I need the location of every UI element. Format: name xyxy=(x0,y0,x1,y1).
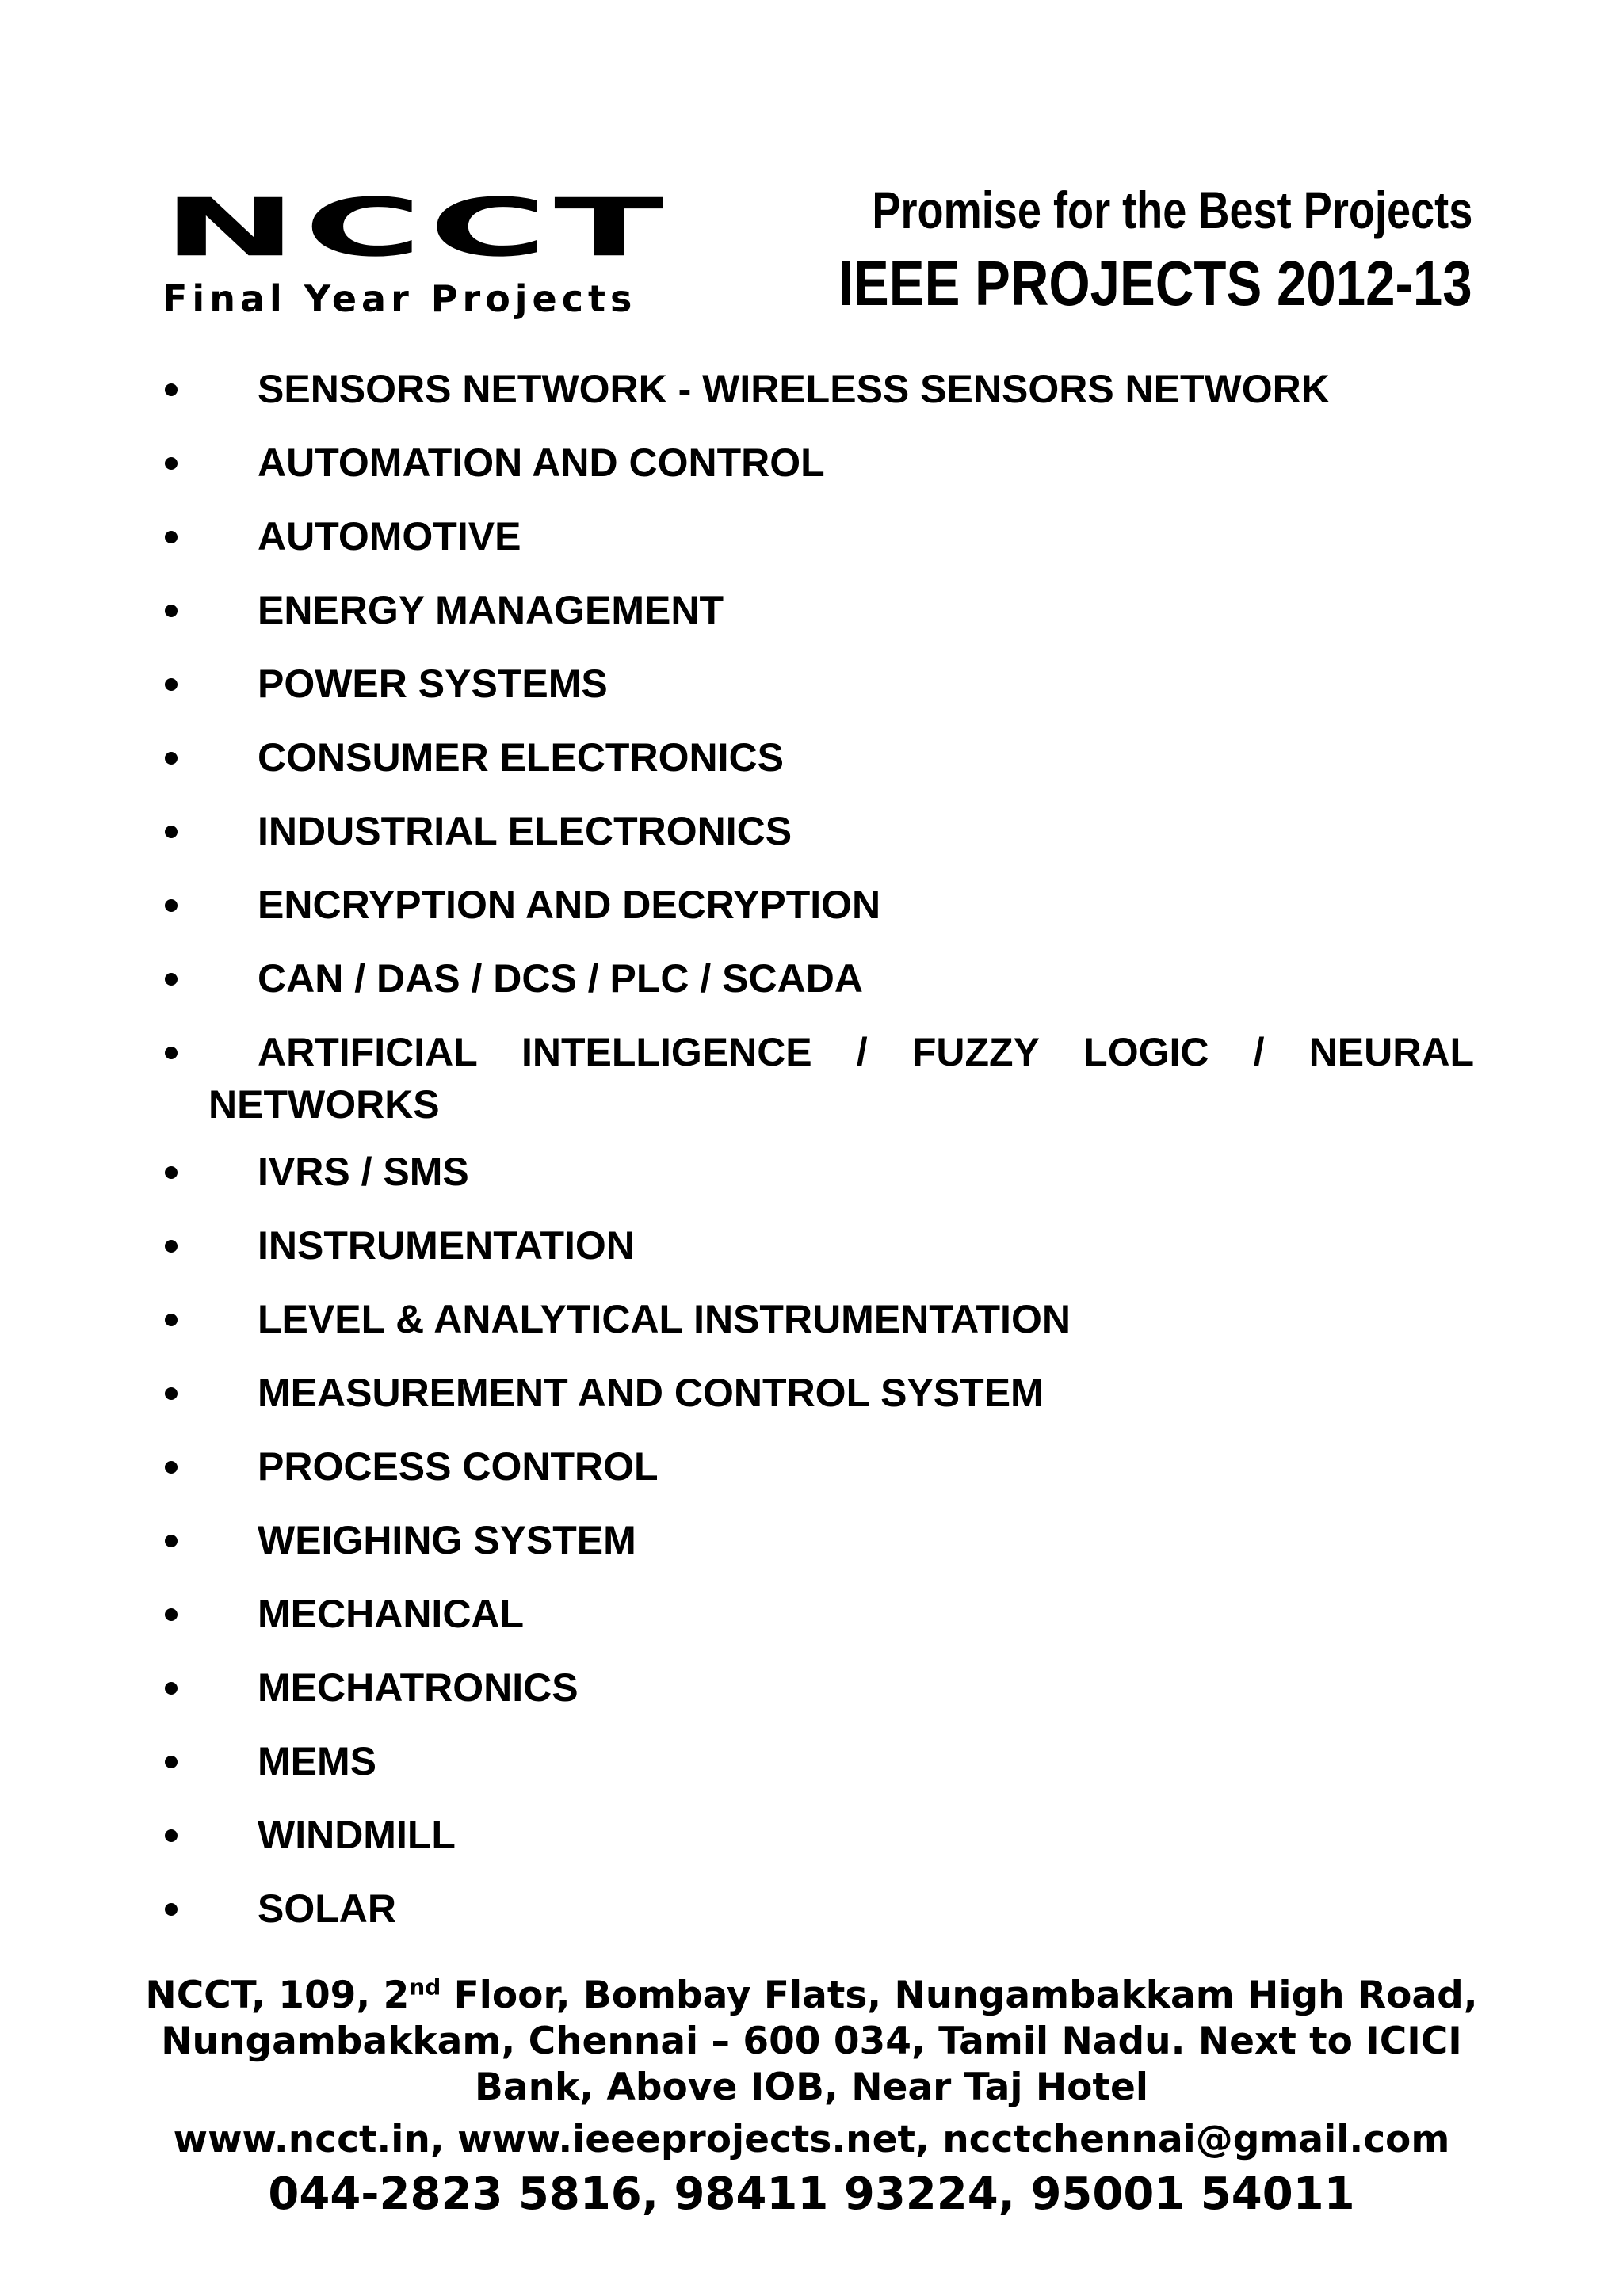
list-item xyxy=(158,1367,1474,1419)
topic-label: ENCRYPTION AND DECRYPTION xyxy=(258,883,881,927)
address xyxy=(119,1973,1504,2111)
bullet-icon xyxy=(165,605,178,617)
phone-numbers: 044-2823 5816, 98411 93224, 95001 54011 xyxy=(268,2168,1355,2220)
topic-label: MEASUREMENT AND CONTROL SYSTEM xyxy=(258,1371,1044,1415)
topic-list xyxy=(158,363,1474,1956)
address-prefix: NCCT, 109, 2 xyxy=(145,1974,410,2017)
topic-label: SENSORS NETWORK - WIRELESS SENSORS NETWORK xyxy=(258,367,1330,411)
list-item xyxy=(158,1882,1474,1935)
topic-label: SOLAR xyxy=(258,1886,396,1931)
bullet-icon xyxy=(165,1682,178,1695)
bullet-icon xyxy=(165,1756,178,1768)
topic-label: INDUSTRIAL ELECTRONICS xyxy=(258,809,792,853)
list-item xyxy=(158,1809,1474,1861)
list-item xyxy=(158,731,1474,784)
list-item xyxy=(158,1146,1474,1198)
topic-label: CAN / DAS / DCS / PLC / SCADA xyxy=(258,956,863,1001)
address-rest: Floor, Bombay Flats, Nungambakkam High Road, Nungambakkam, Chennai – 600 034, Tamil Nadu. Next to ICICI Bank, Above IOB, Near Taj Hotel xyxy=(161,1974,1478,2109)
topic-label: ARTIFICIAL INTELLIGENCE / FUZZY LOGIC / NEURAL NETWORKS xyxy=(208,1030,1474,1127)
bullet-icon xyxy=(165,1047,178,1059)
bullet-icon xyxy=(165,678,178,691)
logo-subtitle: Final Year Projects xyxy=(162,277,637,320)
list-item xyxy=(158,1735,1474,1787)
logo-text: NCCT xyxy=(162,181,671,275)
bullet-icon xyxy=(165,1387,178,1400)
bullet-icon xyxy=(165,383,178,396)
bullet-icon xyxy=(165,1314,178,1326)
topic-label: INSTRUMENTATION xyxy=(258,1223,635,1268)
tagline: Promise for the Best Projects xyxy=(872,181,1472,239)
list-item xyxy=(158,510,1474,563)
bullet-icon xyxy=(165,457,178,470)
list-item xyxy=(158,1026,1474,1131)
bullet-icon xyxy=(165,899,178,912)
list-item xyxy=(158,437,1474,489)
list-item xyxy=(158,952,1474,1005)
bullet-icon xyxy=(165,826,178,838)
topic-label: WINDMILL xyxy=(258,1813,456,1857)
topic-label: PROCESS CONTROL xyxy=(258,1444,659,1489)
list-item xyxy=(158,879,1474,931)
ncct-logo xyxy=(162,181,717,320)
list-item xyxy=(158,1219,1474,1272)
headline: IEEE PROJECTS 2012-13 xyxy=(838,248,1472,318)
bullet-icon xyxy=(165,973,178,986)
topic-label: WEIGHING SYSTEM xyxy=(258,1518,636,1562)
bullet-icon xyxy=(165,1608,178,1621)
list-item xyxy=(158,1588,1474,1640)
topic-label: POWER SYSTEMS xyxy=(258,662,608,706)
topic-label: CONSUMER ELECTRONICS xyxy=(258,735,784,780)
bullet-icon xyxy=(165,752,178,765)
list-item xyxy=(158,1293,1474,1345)
topic-label: AUTOMOTIVE xyxy=(258,514,521,559)
list-item xyxy=(158,805,1474,857)
bullet-icon xyxy=(165,1240,178,1253)
topic-label: LEVEL & ANALYTICAL INSTRUMENTATION xyxy=(258,1297,1071,1341)
list-item xyxy=(158,1661,1474,1714)
list-item xyxy=(158,1514,1474,1566)
topic-label: ENERGY MANAGEMENT xyxy=(258,588,724,632)
bullet-icon xyxy=(165,1535,178,1547)
topic-label: MEMS xyxy=(258,1739,376,1783)
topic-label: AUTOMATION AND CONTROL xyxy=(258,441,825,485)
bullet-icon xyxy=(165,1829,178,1842)
topic-label: MECHATRONICS xyxy=(258,1665,579,1710)
list-item xyxy=(158,584,1474,636)
address-superscript: nd xyxy=(409,1974,441,2000)
contact-footer xyxy=(119,1973,1504,2222)
bullet-icon xyxy=(165,531,178,543)
list-item xyxy=(158,658,1474,710)
list-item xyxy=(158,363,1474,415)
bullet-icon xyxy=(165,1166,178,1179)
topic-label: MECHANICAL xyxy=(258,1592,525,1636)
bullet-icon xyxy=(165,1903,178,1916)
websites: www.ncct.in, www.ieeeprojects.net, ncctchennai@gmail.com xyxy=(173,2118,1450,2161)
list-item xyxy=(158,1440,1474,1493)
bullet-icon xyxy=(165,1461,178,1474)
topic-label: IVRS / SMS xyxy=(258,1150,469,1194)
